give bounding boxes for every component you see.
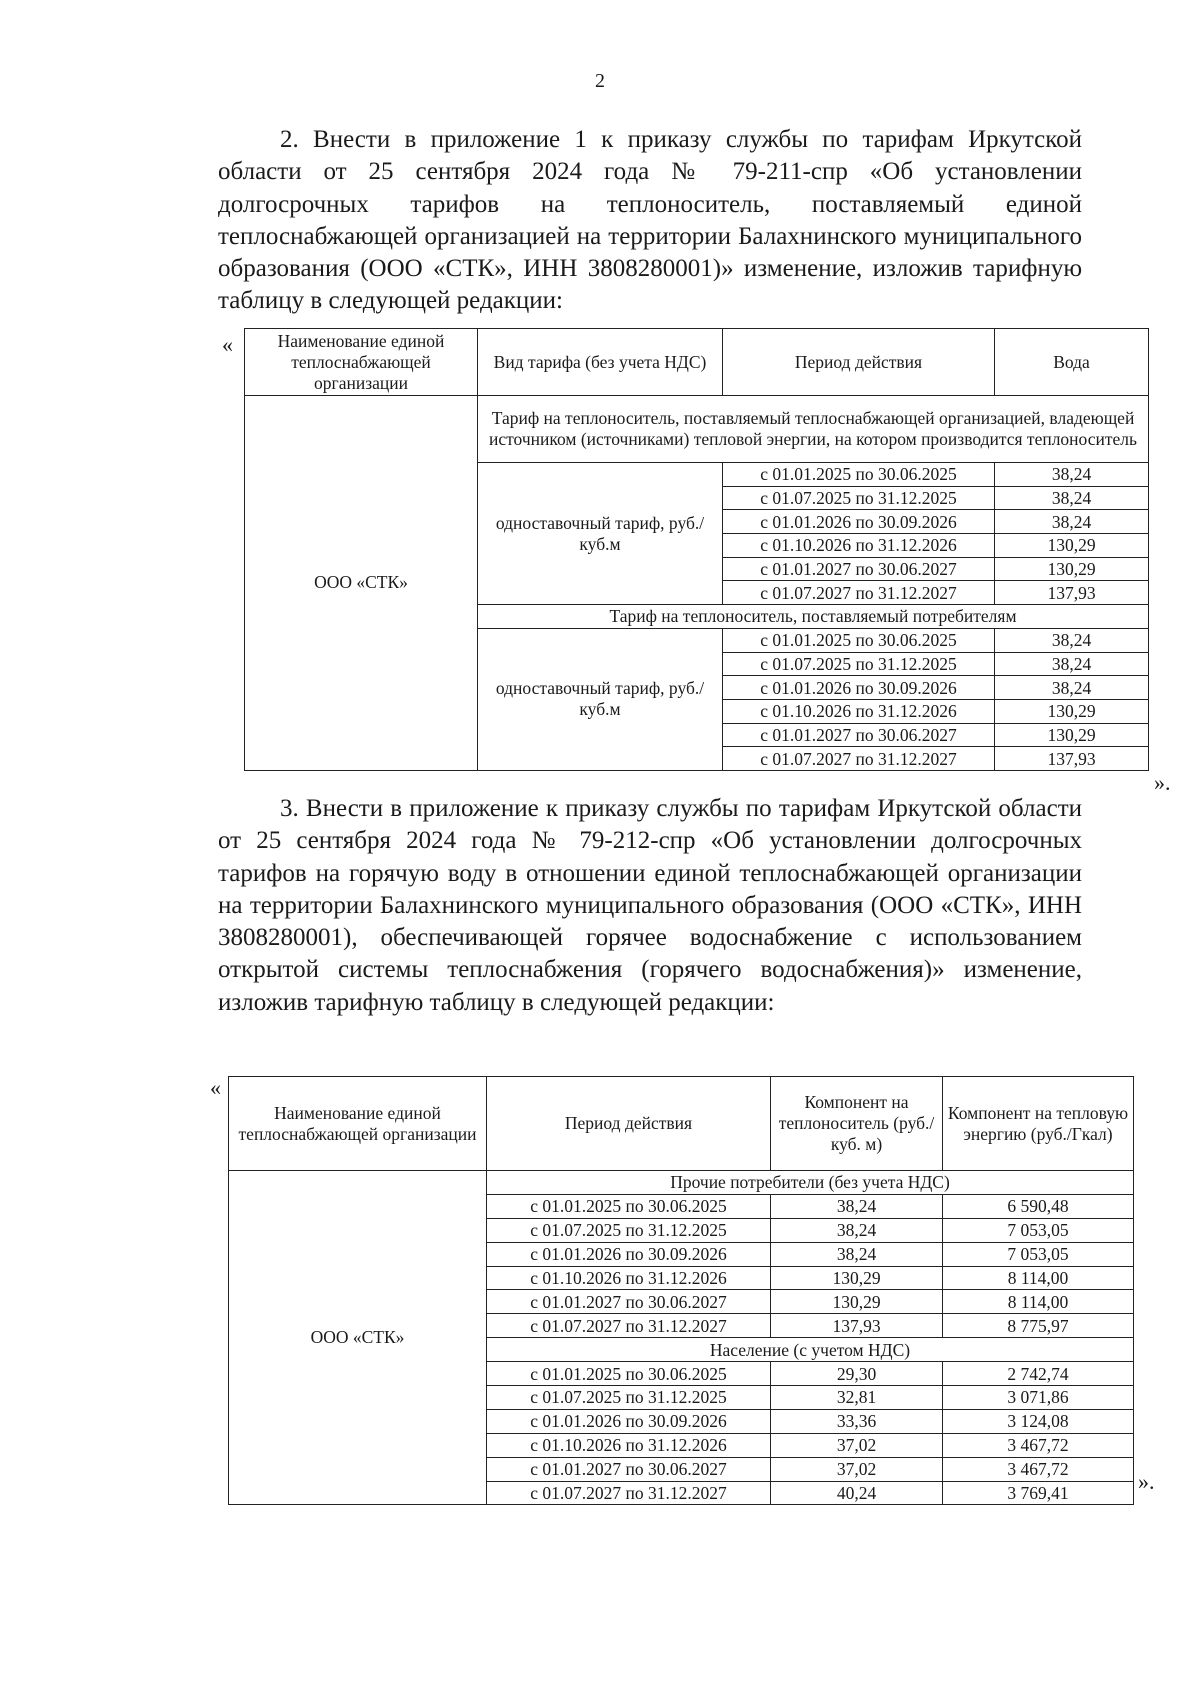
carrier-cell: 130,29 — [771, 1266, 943, 1290]
energy-cell: 8 114,00 — [943, 1266, 1134, 1290]
section-title-row — [245, 396, 1149, 463]
section-title: Население (с учетом НДС) — [487, 1338, 1134, 1362]
energy-cell: 3 124,08 — [943, 1409, 1134, 1433]
value-cell: 38,24 — [995, 510, 1149, 534]
period-cell: с 01.07.2025 по 31.12.2025 — [723, 652, 995, 676]
item-2-paragraph — [218, 124, 1082, 318]
table-2-open-quote: « — [210, 1075, 221, 1100]
period-cell: с 01.10.2026 по 31.12.2026 — [723, 699, 995, 723]
header-period: Период действия — [487, 1077, 771, 1171]
energy-cell: 6 590,48 — [943, 1194, 1134, 1218]
tariff-type-cell: одноставочный тариф, руб./куб.м — [478, 628, 723, 770]
value-cell: 38,24 — [995, 652, 1149, 676]
section-title: Тариф на теплоноситель, поставляемый потребителям — [478, 605, 1149, 629]
hot-water-tariff-table — [228, 1076, 1134, 1505]
header-period: Период действия — [723, 329, 995, 396]
period-cell: с 01.01.2026 по 30.09.2026 — [723, 676, 995, 700]
value-cell: 130,29 — [995, 723, 1149, 747]
section-title-row — [229, 1171, 1134, 1195]
table-header-row — [229, 1077, 1134, 1171]
carrier-cell: 33,36 — [771, 1409, 943, 1433]
period-cell: с 01.01.2026 по 30.09.2026 — [487, 1409, 771, 1433]
organization-cell: ООО «СТК» — [245, 396, 478, 771]
carrier-cell: 38,24 — [771, 1194, 943, 1218]
header-water: Вода — [995, 329, 1149, 396]
energy-cell: 3 467,72 — [943, 1433, 1134, 1457]
page-number: 2 — [595, 70, 605, 92]
period-cell: с 01.07.2027 по 31.12.2027 — [723, 581, 995, 605]
header-carrier-component: Компонент на теплоноситель (руб./куб. м) — [771, 1077, 943, 1171]
carrier-cell: 32,81 — [771, 1386, 943, 1410]
period-cell: с 01.01.2025 по 30.06.2025 — [723, 463, 995, 487]
period-cell: с 01.01.2025 по 30.06.2025 — [723, 628, 995, 652]
value-cell: 137,93 — [995, 747, 1149, 771]
table-1-open-quote: « — [222, 332, 233, 357]
table-2-close-quote: ». — [1138, 1469, 1155, 1494]
value-cell: 130,29 — [995, 699, 1149, 723]
period-cell: с 01.07.2027 по 31.12.2027 — [723, 747, 995, 771]
energy-cell: 3 467,72 — [943, 1457, 1134, 1481]
item-3-paragraph — [218, 793, 1082, 1019]
energy-cell: 8 114,00 — [943, 1290, 1134, 1314]
carrier-cell: 38,24 — [771, 1218, 943, 1242]
value-cell: 38,24 — [995, 676, 1149, 700]
period-cell: с 01.01.2027 по 30.06.2027 — [723, 557, 995, 581]
item-3-text: 3. Внести в приложение к приказу службы по тарифам Иркутской области от 25 сентября 2024 года № 79-212-спр «Об установлении долгосрочных тарифов на горячую воду в отношении единой теплоснабжающей организации на территории Балахнинского муниципального образования (ООО «СТК», ИНН 3808280001), обеспечивающей горячее водоснабжение с использованием открытой системы теплоснабжения (горячего водоснабжения)» изменение, изложив тарифную таблицу в следующей редакции: — [218, 795, 1082, 1016]
energy-cell: 3 071,86 — [943, 1386, 1134, 1410]
period-cell: с 01.07.2027 по 31.12.2027 — [487, 1481, 771, 1505]
energy-cell: 2 742,74 — [943, 1362, 1134, 1386]
energy-cell: 7 053,05 — [943, 1218, 1134, 1242]
value-cell: 38,24 — [995, 463, 1149, 487]
item-2-text: 2. Внести в приложение 1 к приказу службы по тарифам Иркутской области от 25 сентября 2024 года № 79-211-спр «Об установлении долгосрочных тарифов на теплоноситель, поставляемый единой теплоснабжающей организацией на территории Балахнинского муниципального образования (ООО «СТК», ИНН 3808280001)» изменение, изложив тарифную таблицу в следующей редакции: — [218, 126, 1082, 315]
period-cell: с 01.07.2025 по 31.12.2025 — [487, 1386, 771, 1410]
period-cell: с 01.10.2026 по 31.12.2026 — [723, 534, 995, 558]
period-cell: с 01.01.2025 по 30.06.2025 — [487, 1194, 771, 1218]
carrier-cell: 40,24 — [771, 1481, 943, 1505]
period-cell: с 01.07.2025 по 31.12.2025 — [487, 1218, 771, 1242]
value-cell: 38,24 — [995, 628, 1149, 652]
section-title: Прочие потребители (без учета НДС) — [487, 1171, 1134, 1195]
tariff-type-cell: одноставочный тариф, руб./куб.м — [478, 463, 723, 605]
carrier-cell: 37,02 — [771, 1457, 943, 1481]
value-cell: 137,93 — [995, 581, 1149, 605]
period-cell: с 01.07.2027 по 31.12.2027 — [487, 1314, 771, 1338]
value-cell: 38,24 — [995, 486, 1149, 510]
value-cell: 130,29 — [995, 534, 1149, 558]
table-header-row — [245, 329, 1149, 396]
energy-cell: 3 769,41 — [943, 1481, 1134, 1505]
carrier-cell: 38,24 — [771, 1242, 943, 1266]
period-cell: с 01.01.2027 по 30.06.2027 — [487, 1457, 771, 1481]
heat-carrier-tariff-table — [244, 328, 1149, 771]
organization-cell: ООО «СТК» — [229, 1171, 487, 1505]
value-cell: 130,29 — [995, 557, 1149, 581]
carrier-cell: 37,02 — [771, 1433, 943, 1457]
period-cell: с 01.01.2026 по 30.09.2026 — [723, 510, 995, 534]
period-cell: с 01.10.2026 по 31.12.2026 — [487, 1266, 771, 1290]
period-cell: с 01.10.2026 по 31.12.2026 — [487, 1433, 771, 1457]
header-organization: Наименование единой теплоснабжающей организации — [229, 1077, 487, 1171]
header-tariff-type: Вид тарифа (без учета НДС) — [478, 329, 723, 396]
carrier-cell: 137,93 — [771, 1314, 943, 1338]
period-cell: с 01.07.2025 по 31.12.2025 — [723, 486, 995, 510]
table-1-close-quote: ». — [1154, 770, 1171, 795]
period-cell: с 01.01.2027 по 30.06.2027 — [723, 723, 995, 747]
header-energy-component: Компонент на тепловую энергию (руб./Гкал) — [943, 1077, 1134, 1171]
period-cell: с 01.01.2025 по 30.06.2025 — [487, 1362, 771, 1386]
period-cell: с 01.01.2027 по 30.06.2027 — [487, 1290, 771, 1314]
carrier-cell: 29,30 — [771, 1362, 943, 1386]
energy-cell: 7 053,05 — [943, 1242, 1134, 1266]
energy-cell: 8 775,97 — [943, 1314, 1134, 1338]
period-cell: с 01.01.2026 по 30.09.2026 — [487, 1242, 771, 1266]
header-organization: Наименование единой теплоснабжающей организации — [245, 329, 478, 396]
carrier-cell: 130,29 — [771, 1290, 943, 1314]
section-title: Тариф на теплоноситель, поставляемый теплоснабжающей организацией, владеющей источником (источниками) тепловой энергии, на котором производится теплоноситель — [478, 396, 1149, 463]
